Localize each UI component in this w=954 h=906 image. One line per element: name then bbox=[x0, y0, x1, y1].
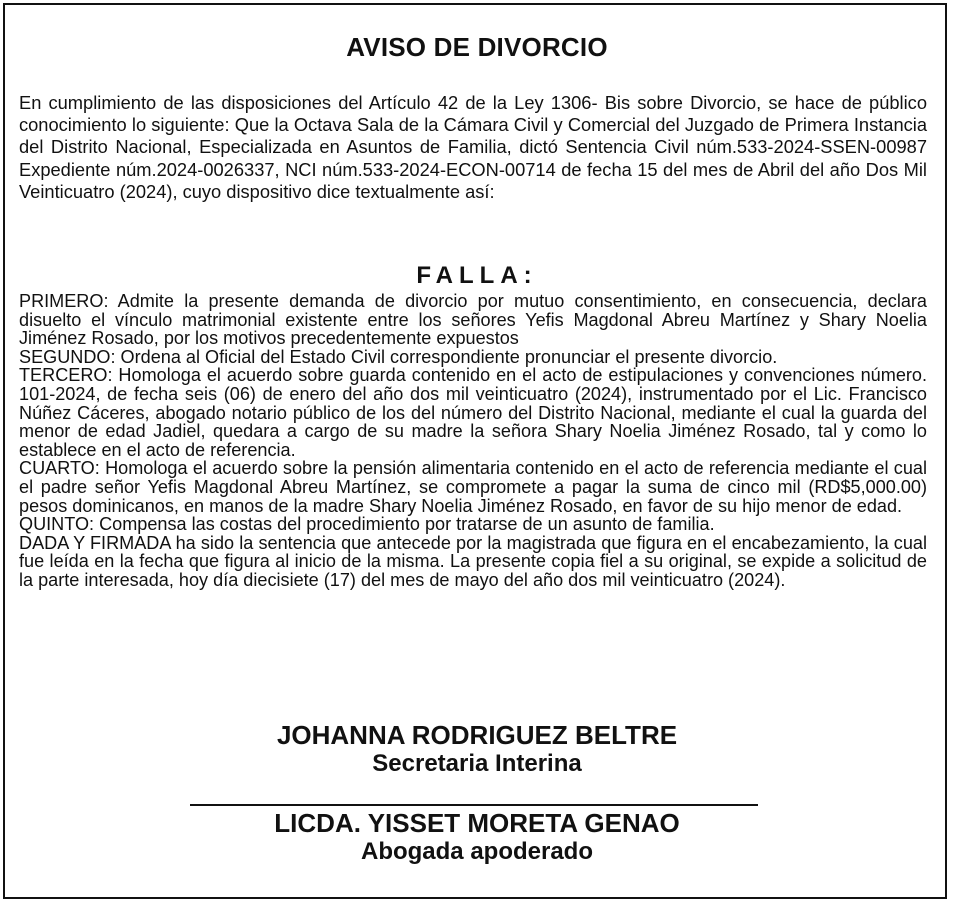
signatory-name: JOHANNA RODRIGUEZ BELTRE bbox=[276, 720, 678, 750]
resolution-cuarto: CUARTO: Homologa el acuerdo sobre la pensión alimentaria contenido en el acto de referencia mediante el cual el padre señor Yefis Magdonal Abreu Martínez, se compromete a pagar la suma de cinco mil (RD$5,000.00) pesos dominicanos, en manos de la madre Shary Noelia Jiménez Rosado, en favor de su hijo menor de edad. bbox=[19, 458, 927, 516]
resolution-quinto: QUINTO: Compensa las costas del procedimiento por tratarse de un asunto de familia. bbox=[19, 514, 715, 535]
resolution-dada-y-firmada: DADA Y FIRMADA ha sido la sentencia que antecede por la magistrada que figura en el encabezamiento, la cual fue leída en la fecha que figura al inicio de la misma. La presente copia fiel a su original, se expide a solicitud de la parte interesada, hoy día diecisiete (17) del mes de mayo del año dos mil veinticuatro (2024). bbox=[19, 532, 927, 590]
resolution-primero: PRIMERO: Admite la presente demanda de divorcio por mutuo consentimiento, en consecuencia, declara disuelto el vínculo matrimonial existente entre los señores Yefis Magdonal Abreu Martínez y Shary Noelia Jiménez Rosado, por los motivos precedentemente expuestos bbox=[19, 291, 927, 349]
signatory-role: Secretaria Interina bbox=[372, 750, 582, 777]
signature-line bbox=[190, 804, 758, 806]
notice-title: AVISO DE DIVORCIO bbox=[346, 32, 608, 62]
attorney-role: Abogada apoderado bbox=[360, 838, 594, 865]
resolutions-list bbox=[19, 292, 927, 590]
attorney-name: LICDA. YISSET MORETA GENAO bbox=[274, 808, 680, 838]
intro-paragraph: En cumplimiento de las disposiciones del Artículo 42 de la Ley 1306- Bis sobre Divorcio, se hace de público conocimiento lo siguiente: Que la Octava Sala de la Cámara Civil y Comercial del Juzgado de Primera Instancia del Distrito Nacional, Especializada en Asuntos de Familia, dictó Sentencia Civil núm.533-2024-SSEN-00987 Expediente núm.2024-0026337, NCI núm.533-2024-ECON-00714 de fecha 15 del mes de Abril del año Dos Mil Veinticuatro (2024), cuyo dispositivo dice textualmente así: bbox=[19, 92, 927, 202]
resolution-tercero: TERCERO: Homologa el acuerdo sobre guarda contenido en el acto de estipulaciones y convenciones número. 101-2024, de fecha seis (06) de enero del año dos mil veinticuatro (2024), instrumentado por el Lic. Francisco Núñez Cáceres, abogado notario público de los del número del Distrito Nacional, mediante el cual la guarda del menor de edad Jadiel, quedara a cargo de su madre la señora Shary Noelia Jiménez Rosado, tal y como lo establece en el acto de referencia. bbox=[19, 365, 927, 460]
falla-heading: FALLA: bbox=[416, 262, 538, 289]
resolution-segundo: SEGUNDO: Ordena al Oficial del Estado Civil correspondiente pronunciar el presente divorcio. bbox=[19, 346, 778, 367]
